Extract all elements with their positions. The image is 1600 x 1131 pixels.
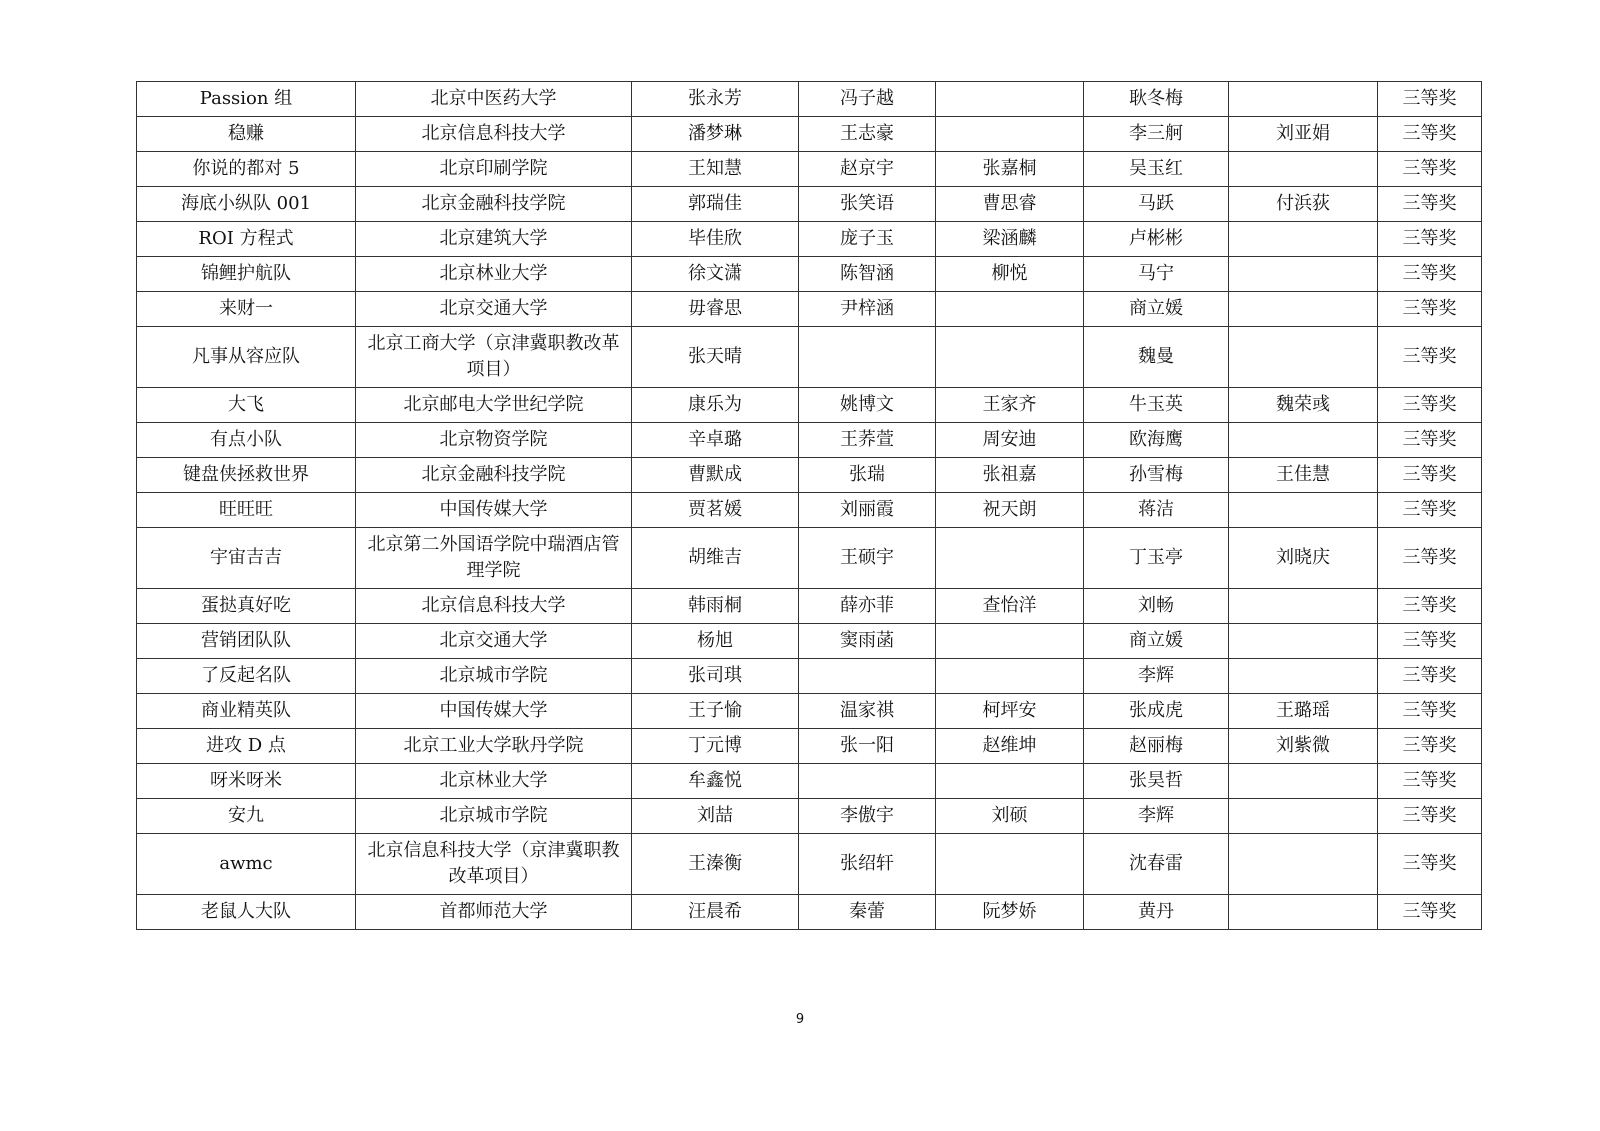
member-3-cell [936,764,1084,799]
school-cell: 北京交通大学 [356,624,632,659]
advisor-1-cell: 张成虎 [1084,694,1229,729]
advisor-2-cell: 王璐瑶 [1229,694,1378,729]
advisor-2-cell: 王佳慧 [1229,458,1378,493]
table-row [137,729,1482,764]
member-1-cell: 杨旭 [632,624,799,659]
member-1-cell: 毕佳欣 [632,222,799,257]
award-cell: 三等奖 [1378,528,1482,589]
school-cell: 北京金融科技学院 [356,187,632,222]
member-1-cell: 毋睿思 [632,292,799,327]
table-row [137,82,1482,117]
team-name-cell: 凡事从容应队 [137,327,356,388]
advisor-2-cell [1229,589,1378,624]
team-name-cell: 蛋挞真好吃 [137,589,356,624]
member-2-cell: 张绍轩 [799,834,936,895]
award-cell: 三等奖 [1378,799,1482,834]
advisor-2-cell [1229,257,1378,292]
member-2-cell: 窦雨菡 [799,624,936,659]
member-1-cell: 韩雨桐 [632,589,799,624]
table-row [137,589,1482,624]
team-name-cell: 宇宙吉吉 [137,528,356,589]
team-name-cell: 海底小纵队 001 [137,187,356,222]
member-3-cell: 查怡洋 [936,589,1084,624]
team-name-cell: 你说的都对 5 [137,152,356,187]
member-3-cell [936,528,1084,589]
school-cell: 北京工商大学（京津冀职教改革项目） [356,327,632,388]
member-1-cell: 郭瑞佳 [632,187,799,222]
table-row [137,659,1482,694]
award-cell: 三等奖 [1378,624,1482,659]
advisor-2-cell [1229,799,1378,834]
table-row [137,257,1482,292]
award-table [136,81,1482,930]
table-row [137,292,1482,327]
school-cell: 北京交通大学 [356,292,632,327]
table-row [137,799,1482,834]
advisor-2-cell [1229,82,1378,117]
member-2-cell: 王志豪 [799,117,936,152]
award-cell: 三等奖 [1378,764,1482,799]
member-1-cell: 曹默成 [632,458,799,493]
advisor-1-cell: 赵丽梅 [1084,729,1229,764]
award-cell: 三等奖 [1378,694,1482,729]
advisor-1-cell: 沈春雷 [1084,834,1229,895]
member-3-cell: 柳悦 [936,257,1084,292]
advisor-1-cell: 魏曼 [1084,327,1229,388]
advisor-1-cell: 牛玉英 [1084,388,1229,423]
member-2-cell: 刘丽霞 [799,493,936,528]
member-3-cell: 张祖嘉 [936,458,1084,493]
award-cell: 三等奖 [1378,292,1482,327]
team-name-cell: 商业精英队 [137,694,356,729]
advisor-2-cell: 刘晓庆 [1229,528,1378,589]
school-cell: 北京林业大学 [356,764,632,799]
school-cell: 北京金融科技学院 [356,458,632,493]
advisor-1-cell: 丁玉亭 [1084,528,1229,589]
member-1-cell: 张天晴 [632,327,799,388]
advisor-2-cell [1229,292,1378,327]
advisor-2-cell [1229,152,1378,187]
table-row [137,458,1482,493]
advisor-2-cell [1229,895,1378,930]
member-3-cell: 柯坪安 [936,694,1084,729]
member-2-cell: 张瑞 [799,458,936,493]
member-2-cell: 庞子玉 [799,222,936,257]
member-2-cell [799,327,936,388]
advisor-2-cell [1229,764,1378,799]
school-cell: 中国传媒大学 [356,694,632,729]
award-cell: 三等奖 [1378,659,1482,694]
table-row [137,895,1482,930]
advisor-1-cell: 马宁 [1084,257,1229,292]
member-1-cell: 贾茗媛 [632,493,799,528]
advisor-1-cell: 欧海鹰 [1084,423,1229,458]
member-3-cell [936,327,1084,388]
advisor-2-cell: 刘亚娟 [1229,117,1378,152]
member-2-cell: 薛亦菲 [799,589,936,624]
award-cell: 三等奖 [1378,187,1482,222]
advisor-1-cell: 李辉 [1084,659,1229,694]
team-name-cell: 键盘侠拯救世界 [137,458,356,493]
member-3-cell: 曹思睿 [936,187,1084,222]
award-cell: 三等奖 [1378,222,1482,257]
table-row [137,117,1482,152]
advisor-1-cell: 卢彬彬 [1084,222,1229,257]
member-1-cell: 王知慧 [632,152,799,187]
member-3-cell: 张嘉桐 [936,152,1084,187]
advisor-1-cell: 黄丹 [1084,895,1229,930]
advisor-1-cell: 商立媛 [1084,292,1229,327]
advisor-2-cell [1229,327,1378,388]
member-2-cell: 姚博文 [799,388,936,423]
team-name-cell: Passion 组 [137,82,356,117]
member-1-cell: 胡维吉 [632,528,799,589]
member-1-cell: 牟鑫悦 [632,764,799,799]
school-cell: 中国传媒大学 [356,493,632,528]
team-name-cell: 锦鲤护航队 [137,257,356,292]
member-3-cell [936,659,1084,694]
award-cell: 三等奖 [1378,589,1482,624]
team-name-cell: ROI 方程式 [137,222,356,257]
school-cell: 北京信息科技大学 [356,117,632,152]
award-cell: 三等奖 [1378,493,1482,528]
member-2-cell: 张笑语 [799,187,936,222]
table-row [137,388,1482,423]
team-name-cell: 营销团队队 [137,624,356,659]
advisor-2-cell: 刘紫微 [1229,729,1378,764]
award-cell: 三等奖 [1378,895,1482,930]
member-3-cell: 王家齐 [936,388,1084,423]
member-3-cell [936,82,1084,117]
member-2-cell [799,764,936,799]
team-name-cell: 了反起名队 [137,659,356,694]
award-cell: 三等奖 [1378,458,1482,493]
member-1-cell: 潘梦琳 [632,117,799,152]
team-name-cell: 旺旺旺 [137,493,356,528]
school-cell: 北京建筑大学 [356,222,632,257]
member-1-cell: 徐文潇 [632,257,799,292]
advisor-2-cell [1229,624,1378,659]
school-cell: 北京邮电大学世纪学院 [356,388,632,423]
member-2-cell: 李傲宇 [799,799,936,834]
member-3-cell: 梁涵麟 [936,222,1084,257]
advisor-1-cell: 马跃 [1084,187,1229,222]
team-name-cell: 稳赚 [137,117,356,152]
team-name-cell: awmc [137,834,356,895]
award-cell: 三等奖 [1378,257,1482,292]
advisor-1-cell: 商立媛 [1084,624,1229,659]
table-row [137,694,1482,729]
advisor-1-cell: 李辉 [1084,799,1229,834]
table-row [137,528,1482,589]
table-row [137,834,1482,895]
advisor-2-cell: 魏荣彧 [1229,388,1378,423]
advisor-1-cell: 张昊哲 [1084,764,1229,799]
advisor-1-cell: 李三舸 [1084,117,1229,152]
page-number: 9 [795,1012,805,1027]
member-2-cell: 陈智涵 [799,257,936,292]
member-1-cell: 刘喆 [632,799,799,834]
award-cell: 三等奖 [1378,152,1482,187]
award-cell: 三等奖 [1378,388,1482,423]
member-3-cell: 阮梦娇 [936,895,1084,930]
member-3-cell: 赵维坤 [936,729,1084,764]
member-2-cell: 王硕宇 [799,528,936,589]
member-1-cell: 辛卓璐 [632,423,799,458]
advisor-2-cell: 付浜荻 [1229,187,1378,222]
team-name-cell: 呀米呀米 [137,764,356,799]
school-cell: 北京信息科技大学 [356,589,632,624]
member-2-cell: 冯子越 [799,82,936,117]
team-name-cell: 老鼠人大队 [137,895,356,930]
table-row [137,152,1482,187]
advisor-1-cell: 耿冬梅 [1084,82,1229,117]
school-cell: 北京物资学院 [356,423,632,458]
table-row [137,624,1482,659]
advisor-1-cell: 吴玉红 [1084,152,1229,187]
advisor-2-cell [1229,834,1378,895]
advisor-1-cell: 刘畅 [1084,589,1229,624]
school-cell: 北京工业大学耿丹学院 [356,729,632,764]
school-cell: 北京印刷学院 [356,152,632,187]
member-1-cell: 王子愉 [632,694,799,729]
team-name-cell: 进攻 D 点 [137,729,356,764]
advisor-2-cell [1229,423,1378,458]
award-cell: 三等奖 [1378,423,1482,458]
school-cell: 北京林业大学 [356,257,632,292]
advisor-2-cell [1229,493,1378,528]
member-3-cell [936,834,1084,895]
school-cell: 北京中医药大学 [356,82,632,117]
team-name-cell: 来财一 [137,292,356,327]
table-row [137,423,1482,458]
school-cell: 北京城市学院 [356,659,632,694]
award-cell: 三等奖 [1378,82,1482,117]
member-2-cell: 尹梓涵 [799,292,936,327]
table-row [137,187,1482,222]
table-body [137,82,1482,930]
school-cell: 北京第二外国语学院中瑞酒店管理学院 [356,528,632,589]
member-1-cell: 丁元博 [632,729,799,764]
member-3-cell: 周安迪 [936,423,1084,458]
advisor-1-cell: 蒋洁 [1084,493,1229,528]
member-2-cell: 赵京宇 [799,152,936,187]
team-name-cell: 安九 [137,799,356,834]
member-3-cell: 刘硕 [936,799,1084,834]
member-2-cell: 王荞萱 [799,423,936,458]
member-2-cell [799,659,936,694]
member-3-cell [936,624,1084,659]
table-row [137,222,1482,257]
school-cell: 北京信息科技大学（京津冀职教改革项目） [356,834,632,895]
advisor-2-cell [1229,222,1378,257]
member-1-cell: 康乐为 [632,388,799,423]
member-3-cell: 祝天朗 [936,493,1084,528]
member-2-cell: 张一阳 [799,729,936,764]
award-cell: 三等奖 [1378,834,1482,895]
member-1-cell: 张永芳 [632,82,799,117]
advisor-1-cell: 孙雪梅 [1084,458,1229,493]
advisor-2-cell [1229,659,1378,694]
table-row [137,493,1482,528]
award-cell: 三等奖 [1378,729,1482,764]
award-cell: 三等奖 [1378,327,1482,388]
member-1-cell: 汪晨希 [632,895,799,930]
school-cell: 北京城市学院 [356,799,632,834]
member-2-cell: 温家祺 [799,694,936,729]
team-name-cell: 有点小队 [137,423,356,458]
table-row [137,764,1482,799]
member-1-cell: 张司琪 [632,659,799,694]
member-3-cell [936,292,1084,327]
member-3-cell [936,117,1084,152]
member-2-cell: 秦蕾 [799,895,936,930]
team-name-cell: 大飞 [137,388,356,423]
table-row [137,327,1482,388]
award-cell: 三等奖 [1378,117,1482,152]
school-cell: 首都师范大学 [356,895,632,930]
member-1-cell: 王溱衡 [632,834,799,895]
